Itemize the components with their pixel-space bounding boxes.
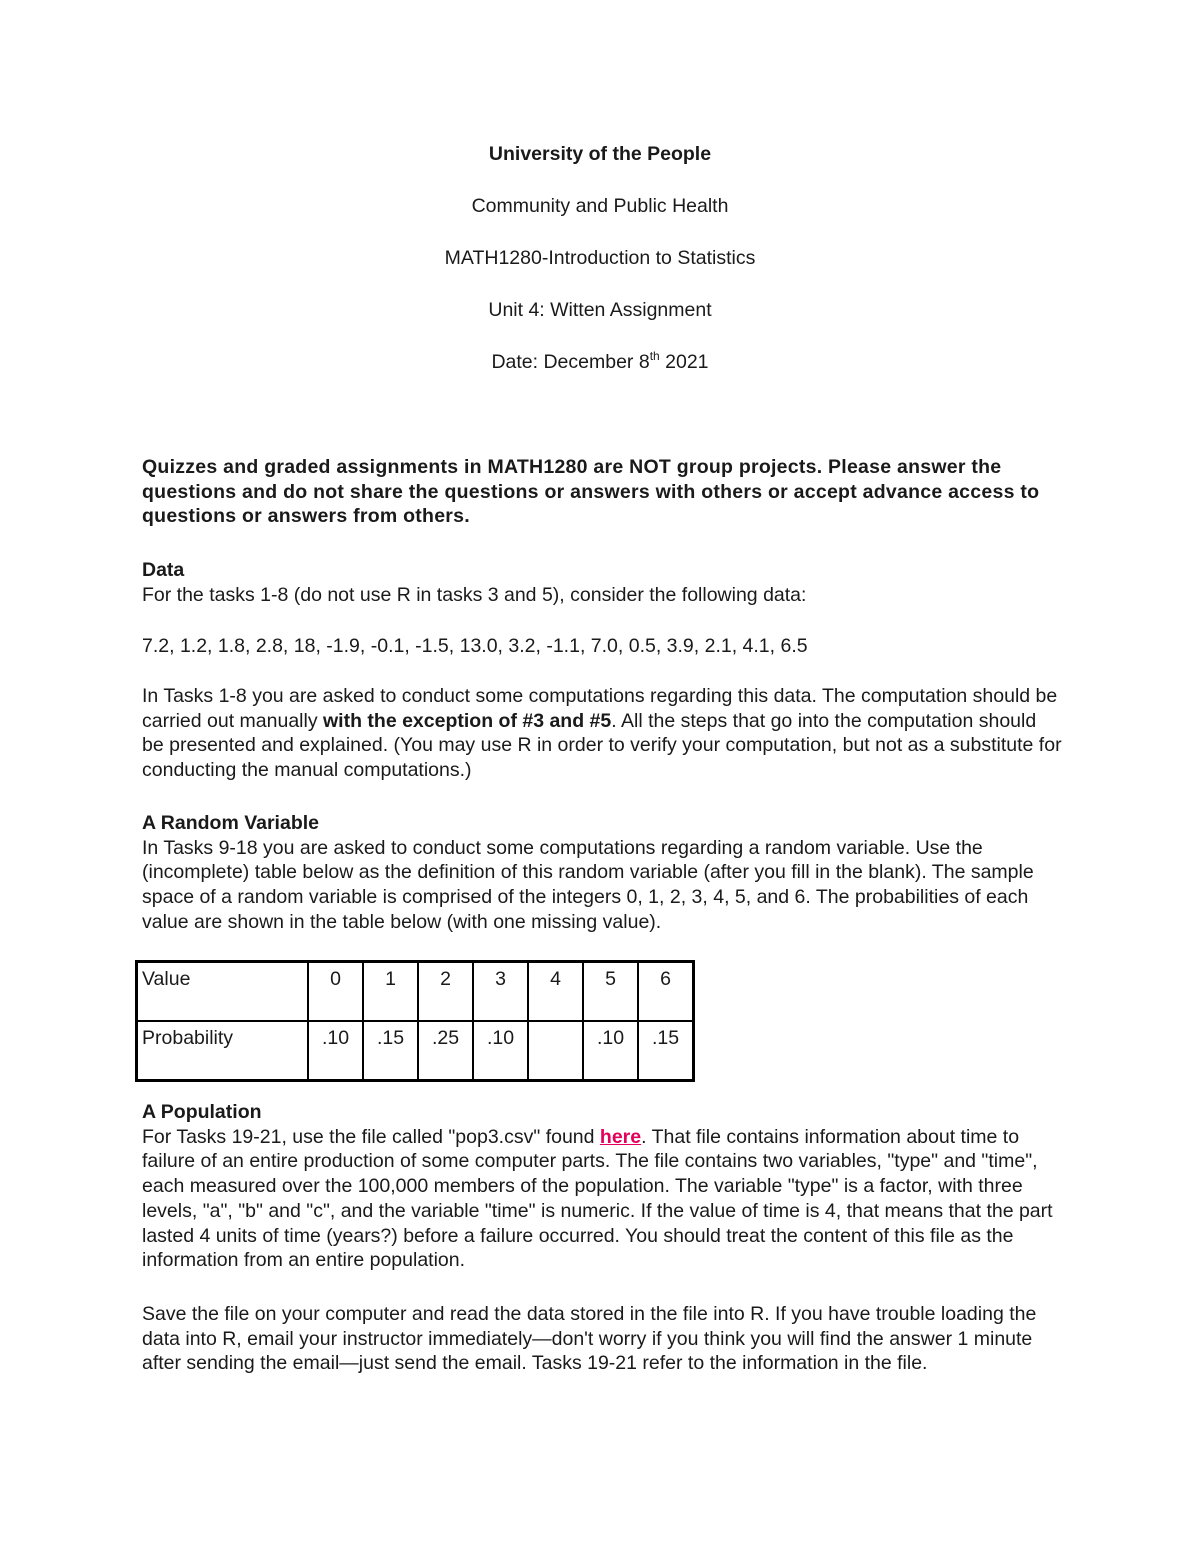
value-cell: 1 — [363, 962, 418, 1022]
table-row — [137, 962, 694, 1022]
probability-cell: .15 — [363, 1021, 418, 1081]
random-variable-heading: A Random Variable — [142, 812, 319, 834]
data-heading: Data — [142, 559, 185, 581]
probability-cell: .10 — [473, 1021, 528, 1081]
value-cell: 0 — [308, 962, 363, 1022]
program-name: Community and Public Health — [471, 195, 729, 217]
population-section — [142, 1100, 1062, 1273]
probability-cell: .15 — [638, 1021, 694, 1081]
assignment-title: Unit 4: Witten Assignment — [488, 299, 712, 321]
exception-note: with the exception of #3 and #5 — [323, 709, 612, 732]
university-title: University of the People — [488, 143, 712, 165]
course-name: MATH1280-Introduction to Statistics — [444, 247, 756, 269]
table-row — [137, 1021, 694, 1081]
value-row-label: Value — [137, 962, 309, 1022]
save-instructions: Save the file on your computer and read the data stored in the file into R. If you have trouble loading the data into R, email your instructor immediately—don't worry if you think you will find the answer 1 minute after sending the email—just send the email. Tasks 19-21 refer to the information in the file. — [142, 1303, 1037, 1375]
value-cell: 2 — [418, 962, 473, 1022]
probability-cell: .10 — [583, 1021, 638, 1081]
value-cell: 3 — [473, 962, 528, 1022]
probability-row-label: Probability — [137, 1021, 309, 1081]
random-variable-section — [142, 811, 1062, 935]
population-text: For Tasks 19-21, use the file called "pop3.csv" found here. That file contains information about time to failure of an entire production of some computer parts. The file contains two variables, "type" and "time", each measured over the 100,000 members of the population. The variable "type" is a factor, with three levels, "a", "b" and "c", and the variable "time" is numeric. If the value of time is 4, that means that the part lasted 4 units of time (years?) before a failure occurred. You should treat the content of this file as the information from an entire population. — [142, 1125, 1053, 1272]
data-section — [142, 558, 1062, 607]
random-variable-text: In Tasks 9-18 you are asked to conduct some computations regarding a random variable. Use the (incomplete) table below as the definition of this random variable (after you fill in the blank). The sample space of a random variable is comprised of the integers 0, 1, 2, 3, 4, 5, and 6. The probabilities of each value are shown in the table below (with one missing value). — [142, 836, 1034, 933]
population-heading: A Population — [142, 1101, 262, 1123]
probability-cell-blank — [528, 1021, 583, 1081]
assignment-date: Date: December 8th 2021 — [491, 349, 709, 373]
probability-cell: .25 — [418, 1021, 473, 1081]
probability-table — [135, 960, 695, 1082]
value-cell: 5 — [583, 962, 638, 1022]
value-cell: 6 — [638, 962, 694, 1022]
probability-cell: .10 — [308, 1021, 363, 1081]
pop3-file-link[interactable]: here — [599, 1125, 642, 1148]
integrity-notice: Quizzes and graded assignments in MATH1280 are NOT group projects. Please answer the questions and do not share the questions or answers with others or accept advance access to questions or answers from others. — [142, 456, 1040, 528]
data-instructions: In Tasks 1-8 you are asked to conduct some computations regarding this data. The computation should be carried out manually with the exception of #3 and #5. All the steps that go into the computation should be presented and explained. (You may use R in order to verify your computation, but not as a substitute for conducting the manual computations.) — [142, 685, 1062, 782]
data-values: 7.2, 1.2, 1.8, 2.8, 18, -1.9, -0.1, -1.5, 13.0, 3.2, -1.1, 7.0, 0.5, 3.9, 2.1, 4.1, 6.5 — [142, 635, 808, 657]
data-intro: For the tasks 1-8 (do not use R in tasks 3 and 5), consider the following data: — [142, 583, 807, 606]
value-cell: 4 — [528, 962, 583, 1022]
